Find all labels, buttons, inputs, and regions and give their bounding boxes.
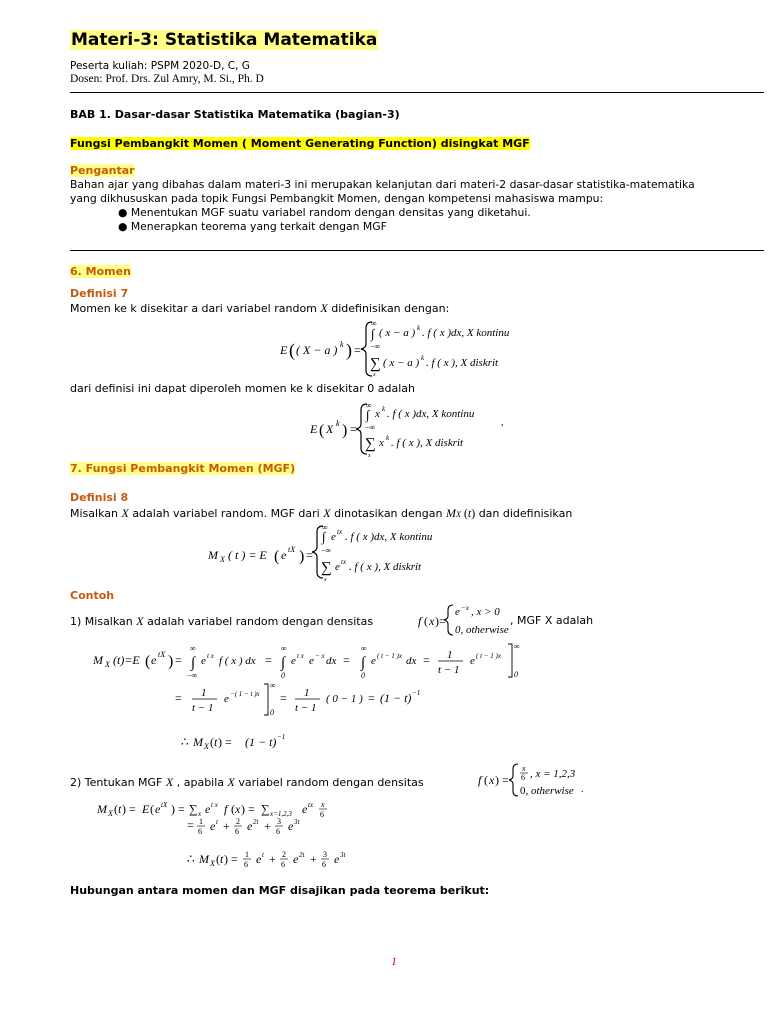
svg-text:e: e xyxy=(291,655,296,667)
svg-text:∑: ∑ xyxy=(321,560,332,576)
example-2-derivation xyxy=(92,795,412,873)
svg-text:(: ( xyxy=(210,735,214,749)
svg-text:(: ( xyxy=(424,614,428,628)
svg-text:tx: tx xyxy=(341,558,347,566)
svg-text:tX: tX xyxy=(288,545,296,554)
svg-text:) =: ) = xyxy=(241,802,255,816)
chapter-heading: BAB 1. Dasar-dasar Statistika Matematika (bagian-3) xyxy=(70,108,400,121)
svg-text:x: x xyxy=(489,773,495,787)
svg-text:−( 1 − t )x: −( 1 − t )x xyxy=(230,690,260,698)
svg-text:)=: )= xyxy=(435,614,446,628)
participants-line: Peserta kuliah: PSPM 2020-D, C, G xyxy=(70,60,250,72)
svg-text:x: x xyxy=(324,577,327,583)
svg-text:k: k xyxy=(417,324,421,332)
lecturer-line: Dosen: Prof. Drs. Zul Amry, M. Si., Ph. D xyxy=(70,73,264,85)
svg-text:e: e xyxy=(293,852,299,866)
svg-text:∴: ∴ xyxy=(187,852,195,866)
mgf-topic-heading: Fungsi Pembangkit Momen ( Moment Generating Function) disingkat MGF xyxy=(70,137,530,150)
svg-text:( x − a ): ( x − a ) xyxy=(379,327,416,339)
svg-text:e: e xyxy=(210,819,216,833)
svg-text:∞: ∞ xyxy=(361,644,367,653)
svg-text:=: = xyxy=(350,422,357,436)
svg-text:e: e xyxy=(256,852,262,866)
svg-text:,: , xyxy=(501,417,504,428)
document-title: Materi-3: Statistika Matematika xyxy=(71,30,378,50)
svg-text:): ) xyxy=(342,422,348,439)
mgf-definition-formula xyxy=(205,522,485,586)
svg-text:∫: ∫ xyxy=(322,529,326,544)
svg-text:. f ( x )dx, X kontinu: . f ( x )dx, X kontinu xyxy=(345,531,433,543)
svg-text:3: 3 xyxy=(277,817,281,826)
svg-text:3t: 3t xyxy=(340,851,346,859)
svg-text:(: ( xyxy=(319,422,325,439)
svg-text:e: e xyxy=(151,653,157,667)
svg-text:): ) xyxy=(168,653,174,670)
example-1-text: 1) Misalkan X adalah variabel random dengan densitas xyxy=(70,614,374,628)
svg-text:e: e xyxy=(455,606,460,618)
svg-text:( t − 1 )x: ( t − 1 )x xyxy=(476,652,501,660)
svg-text:M: M xyxy=(199,852,209,866)
svg-text:( t ) = E: ( t ) = E xyxy=(228,548,267,562)
svg-text:+: + xyxy=(264,819,271,833)
svg-text:X: X xyxy=(220,555,225,564)
svg-text:∑: ∑ xyxy=(261,802,270,816)
svg-text:M: M xyxy=(208,548,218,562)
svg-text:, x = 1,2,3: , x = 1,2,3 xyxy=(530,768,576,780)
svg-text:−1: −1 xyxy=(412,689,421,697)
svg-text:e: e xyxy=(335,561,340,573)
svg-text:=: = xyxy=(187,818,194,832)
svg-text:(: ( xyxy=(274,548,280,565)
svg-text:6: 6 xyxy=(235,827,239,836)
svg-text:(: ( xyxy=(150,802,154,816)
svg-text:M: M xyxy=(97,802,107,816)
svg-text:0: 0 xyxy=(281,671,285,680)
svg-text:tX: tX xyxy=(158,650,166,659)
svg-text:e: e xyxy=(470,655,475,667)
svg-text:tx: tx xyxy=(308,801,314,809)
definition-7-text: Momen ke k disekitar a dari variabel random X didefinisikan dengan: xyxy=(70,301,450,315)
svg-text:∞: ∞ xyxy=(190,644,196,653)
svg-text:(: ( xyxy=(484,773,488,787)
svg-text:) =: ) = xyxy=(122,802,136,816)
svg-text:+: + xyxy=(269,852,276,866)
example-heading: Contoh xyxy=(70,589,115,602)
svg-text:t − 1: t − 1 xyxy=(438,664,460,676)
svg-text:0: 0 xyxy=(270,708,274,717)
svg-text:(1 − t): (1 − t) xyxy=(380,691,412,705)
example-2-text: 2) Tentukan MGF X , apabila X variabel random dengan densitas xyxy=(70,775,424,789)
svg-text:0,: 0, xyxy=(520,785,529,797)
moment-about-zero-formula xyxy=(305,400,545,462)
svg-text:E: E xyxy=(310,422,318,436)
svg-text:1: 1 xyxy=(447,649,453,661)
svg-text:(: ( xyxy=(114,802,118,816)
svg-text:−x: −x xyxy=(461,604,469,612)
svg-text:e: e xyxy=(205,802,211,816)
svg-text:) =: ) = xyxy=(218,735,232,749)
header-divider xyxy=(70,92,764,93)
svg-text:1: 1 xyxy=(199,817,203,826)
svg-text:( 0 − 1 ): ( 0 − 1 ) xyxy=(326,693,363,705)
mgf-section-heading: 7. Fungsi Pembangkit Momen (MGF) xyxy=(70,462,296,475)
svg-text:∫: ∫ xyxy=(191,655,196,671)
intro-heading: Pengantar xyxy=(70,164,135,177)
svg-text:0: 0 xyxy=(361,671,365,680)
svg-text:e: e xyxy=(371,655,376,667)
svg-text:−∞: −∞ xyxy=(370,342,381,351)
svg-text:2: 2 xyxy=(282,850,286,859)
svg-text:∑: ∑ xyxy=(370,356,381,372)
svg-text:3t: 3t xyxy=(294,818,300,826)
svg-text:t x: t x xyxy=(207,652,214,660)
svg-text:=: = xyxy=(280,691,287,705)
svg-text:∞: ∞ xyxy=(371,319,377,328)
svg-text:(: ( xyxy=(289,340,295,360)
svg-text:1: 1 xyxy=(304,687,310,699)
svg-text:x=1,2,3: x=1,2,3 xyxy=(270,810,292,818)
svg-text:e: e xyxy=(247,819,253,833)
svg-text:f ( x ) dx: f ( x ) dx xyxy=(219,655,256,667)
definition-7-heading: Definisi 7 xyxy=(70,287,129,300)
svg-text:6: 6 xyxy=(244,860,248,869)
intro-line-2: yang dikhususkan pada topik Fungsi Pembangkit Momen, dengan kompetensi mahasiswa mampu: xyxy=(70,192,604,205)
svg-text:6: 6 xyxy=(320,810,324,819)
svg-text:): ) xyxy=(346,340,352,360)
svg-text:X: X xyxy=(326,422,334,436)
svg-text:6: 6 xyxy=(276,827,280,836)
svg-text:k: k xyxy=(382,405,386,413)
svg-text:t − 1: t − 1 xyxy=(192,702,214,714)
svg-text:e: e xyxy=(309,655,314,667)
svg-text:6: 6 xyxy=(281,860,285,869)
svg-text:−∞: −∞ xyxy=(365,423,376,432)
svg-text:1: 1 xyxy=(201,687,207,699)
svg-text:(t)=E: (t)=E xyxy=(113,653,140,667)
definition-8-heading: Definisi 8 xyxy=(70,491,129,504)
svg-text:. f ( x )dx, X kontinu: . f ( x )dx, X kontinu xyxy=(387,408,475,420)
svg-text:. f ( x ), X diskrit: . f ( x ), X diskrit xyxy=(391,437,464,449)
svg-text:( X − a ): ( X − a ) xyxy=(296,343,338,357)
svg-text:) =: ) = xyxy=(224,852,238,866)
svg-text:): ) xyxy=(299,548,305,565)
svg-text:∞: ∞ xyxy=(281,644,287,653)
svg-text:6: 6 xyxy=(521,773,525,782)
svg-text:6: 6 xyxy=(198,827,202,836)
moment-heading: 6. Momen xyxy=(70,265,131,278)
svg-text:∫: ∫ xyxy=(366,407,370,422)
svg-text:6: 6 xyxy=(322,860,326,869)
example-1-derivation xyxy=(88,640,548,762)
svg-text:e: e xyxy=(155,802,161,816)
svg-text:(1 − t): (1 − t) xyxy=(245,735,277,749)
svg-text:, x > 0: , x > 0 xyxy=(471,606,500,618)
svg-text:dx: dx xyxy=(406,655,417,667)
intro-divider xyxy=(70,250,764,251)
svg-text:−1: −1 xyxy=(277,733,286,741)
svg-text:+: + xyxy=(223,819,230,833)
svg-text:k: k xyxy=(421,354,425,362)
svg-text:( t − 1 )x: ( t − 1 )x xyxy=(377,652,402,660)
example-2-density xyxy=(478,762,618,800)
svg-text:k: k xyxy=(340,340,344,349)
svg-text:M: M xyxy=(93,653,103,667)
svg-text:t x: t x xyxy=(211,801,218,809)
svg-text:f: f xyxy=(224,802,228,816)
intro-line-1: Bahan ajar yang dibahas dalam materi-3 ini merupakan kelanjutan dari materi-2 dasar-dasar statistika-matematika xyxy=(70,178,695,191)
svg-text:=: = xyxy=(368,691,375,705)
svg-text:x: x xyxy=(373,372,376,378)
svg-text:f: f xyxy=(418,614,422,628)
svg-text:∴: ∴ xyxy=(181,735,189,749)
svg-text:X: X xyxy=(105,660,110,669)
svg-text:−∞: −∞ xyxy=(187,671,198,680)
svg-text:e: e xyxy=(224,693,229,705)
svg-text:=: = xyxy=(354,343,361,357)
svg-text:x: x xyxy=(198,810,202,818)
svg-text:t: t xyxy=(262,851,264,859)
svg-text:2: 2 xyxy=(236,817,240,826)
definition-8-text: Misalkan X adalah variabel random. MGF dari X dinotasikan dengan MX (t) dan didefinisikan xyxy=(70,506,573,520)
svg-text:X: X xyxy=(204,742,209,751)
svg-text:e: e xyxy=(201,655,206,667)
svg-text:=: = xyxy=(175,691,182,705)
svg-text:k: k xyxy=(336,419,340,428)
svg-text:X: X xyxy=(108,809,113,818)
svg-text:) =: ) = xyxy=(495,773,509,787)
svg-text:∫: ∫ xyxy=(361,655,366,671)
svg-text:e: e xyxy=(334,852,340,866)
svg-text:f: f xyxy=(478,773,482,787)
svg-text:=: = xyxy=(175,653,182,667)
svg-text:x: x xyxy=(321,800,325,809)
example-1-tail: , MGF X adalah xyxy=(510,614,594,627)
svg-text:0, otherwise: 0, otherwise xyxy=(455,624,509,636)
svg-text:=: = xyxy=(423,653,430,667)
svg-text:t: t xyxy=(118,802,122,816)
svg-text:x: x xyxy=(235,802,241,816)
svg-text:X: X xyxy=(210,859,215,868)
svg-text:x: x xyxy=(522,764,526,773)
theorem-lead-in: Hubungan antara momen dan MGF disajikan pada teorema berikut: xyxy=(70,884,490,897)
svg-text:. f ( x )dx, X kontinu: . f ( x )dx, X kontinu xyxy=(422,327,510,339)
competency-bullet-2: ● Menerapkan teorema yang terkait dengan MGF xyxy=(118,220,387,233)
svg-text:e: e xyxy=(288,819,294,833)
svg-text:=: = xyxy=(306,548,313,562)
svg-text:( x − a ): ( x − a ) xyxy=(383,357,420,369)
svg-text:∞: ∞ xyxy=(514,642,520,651)
svg-text:dx: dx xyxy=(326,655,337,667)
svg-text:k: k xyxy=(386,434,390,442)
svg-text:∫: ∫ xyxy=(281,655,286,671)
competency-bullet-1: ● Menentukan MGF suatu variabel random dengan densitas yang diketahui. xyxy=(118,206,531,219)
svg-text:t: t xyxy=(220,852,224,866)
svg-text:∞: ∞ xyxy=(270,681,276,690)
moment-about-zero-intro: dari definisi ini dapat diperoleh momen ke k disekitar 0 adalah xyxy=(70,382,415,395)
svg-text:e: e xyxy=(281,548,287,562)
svg-text:3: 3 xyxy=(323,850,327,859)
svg-text:+: + xyxy=(310,852,317,866)
svg-text:x: x xyxy=(375,408,380,420)
svg-text:x: x xyxy=(379,437,384,449)
moment-about-a-formula xyxy=(270,318,570,380)
svg-text:0: 0 xyxy=(514,670,518,679)
svg-text:tx: tx xyxy=(337,528,343,536)
svg-text:1: 1 xyxy=(245,850,249,859)
svg-text:t x: t x xyxy=(297,652,304,660)
svg-text:E: E xyxy=(142,802,150,816)
svg-text:∞: ∞ xyxy=(322,523,328,532)
svg-text:=: = xyxy=(343,653,350,667)
svg-text:2t: 2t xyxy=(253,818,259,826)
svg-text:E: E xyxy=(280,343,288,357)
svg-text:∑: ∑ xyxy=(365,436,376,452)
svg-text:(: ( xyxy=(216,852,220,866)
svg-text:t: t xyxy=(216,818,218,826)
svg-text:−∞: −∞ xyxy=(321,546,332,555)
svg-text:x: x xyxy=(368,453,371,459)
svg-text:∫: ∫ xyxy=(371,326,375,341)
svg-text:) =: ) = xyxy=(171,802,185,816)
svg-text:tX: tX xyxy=(161,801,168,809)
svg-text:x: x xyxy=(429,614,435,628)
svg-text:M: M xyxy=(193,735,203,749)
svg-text:∞: ∞ xyxy=(366,401,372,410)
svg-text:t − 1: t − 1 xyxy=(295,702,317,714)
svg-text:− x: − x xyxy=(315,652,325,660)
svg-text:e: e xyxy=(302,802,308,816)
svg-text:(: ( xyxy=(231,802,235,816)
svg-text:∑: ∑ xyxy=(189,802,198,816)
svg-text:2t: 2t xyxy=(299,851,305,859)
svg-text:(: ( xyxy=(145,653,151,670)
svg-text:. f ( x ), X diskrit: . f ( x ), X diskrit xyxy=(349,561,422,573)
svg-text:t: t xyxy=(214,735,218,749)
svg-text:.: . xyxy=(581,784,584,795)
svg-text:otherwise: otherwise xyxy=(531,785,574,797)
page-number: 1 xyxy=(391,954,397,968)
svg-text:=: = xyxy=(265,653,272,667)
svg-text:e: e xyxy=(331,531,336,543)
svg-text:. f ( x ), X diskrit: . f ( x ), X diskrit xyxy=(426,357,499,369)
